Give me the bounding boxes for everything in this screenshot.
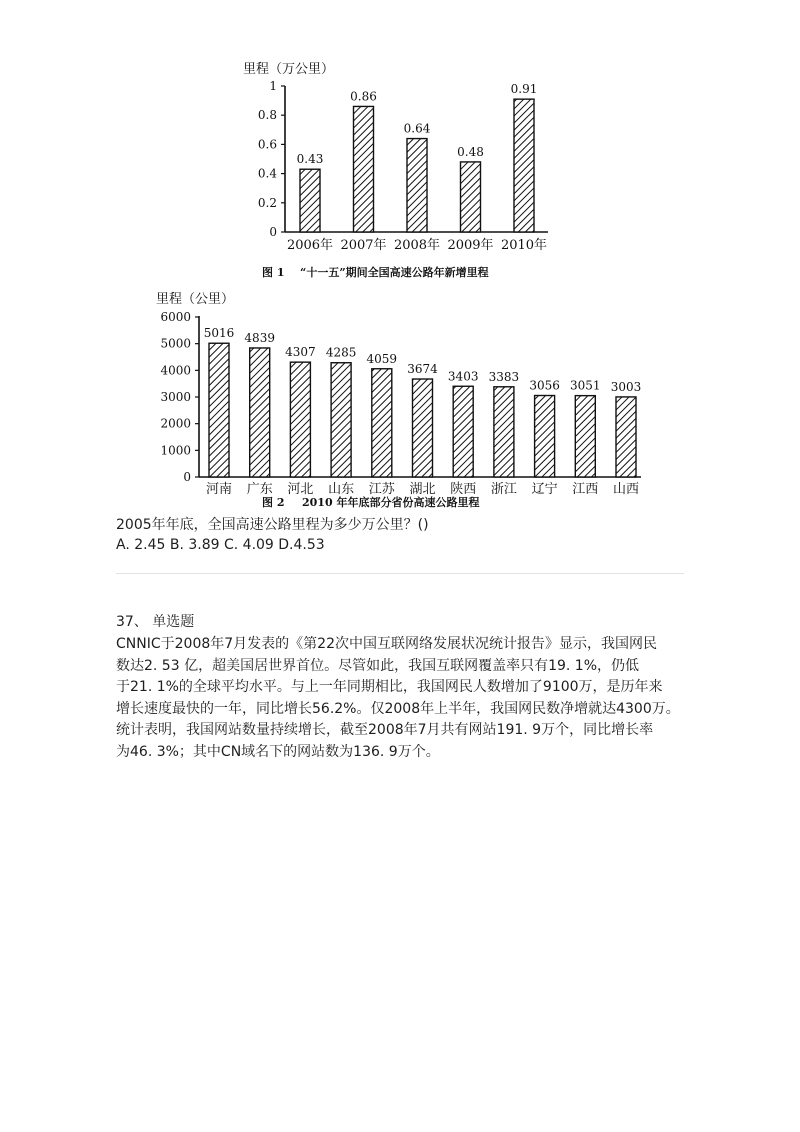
fig2-bar-河北: [290, 362, 310, 477]
fig2-ytick-label: 3000: [160, 390, 191, 404]
fig2-ytick-label: 6000: [160, 310, 191, 324]
fig1-value-label: 0.64: [403, 121, 431, 136]
passage-line: 统计表明，我国网站数量持续增长，截至2008年7月共有网站191. 9万个，同比增长率: [116, 722, 654, 738]
fig2-value-label: 3674: [407, 362, 438, 377]
passage-line: CNNIC于2008年7月发表的《第22次中国互联网络发展状况统计报告》显示，我国网民: [116, 636, 657, 652]
fig2-caption: 2010 年年底部分省份高速公路里程: [302, 496, 480, 509]
fig2-bar-江西: [575, 396, 595, 477]
fig1-bar-2008年: [407, 139, 427, 232]
question-36-stem: 2005年年底，全国高速公路里程为多少万公里？(): [116, 517, 429, 533]
fig1-bar-2009年: [461, 162, 481, 232]
fig2-bar-山东: [331, 363, 351, 477]
passage-line: 为46. 3%；其中CN域名下的网站数为136. 9万个。: [116, 743, 440, 760]
fig2-category-label: 辽宁: [531, 482, 558, 497]
fig2-bar-江苏: [372, 369, 392, 477]
fig2-category-label: 河南: [205, 482, 233, 497]
fig2-bar-辽宁: [535, 396, 555, 477]
fig1-ytick-label: 0.2: [257, 195, 277, 210]
fig1-caption: “十一五”期间全国高速公路年新增里程: [300, 266, 489, 279]
passage-line: 于21. 1%的全球平均水平。与上一年同期相比，我国网民人数增加了9100万，是历年来: [116, 679, 663, 695]
fig2-ytick-label: 1000: [160, 443, 191, 458]
fig1-ytick-label: 0.4: [257, 166, 277, 181]
fig1-value-label: 0.48: [457, 144, 484, 159]
fig2-category-label: 山西: [612, 482, 640, 497]
fig1-category-label: 2006年: [286, 238, 334, 253]
fig2-value-label: 4307: [285, 345, 316, 360]
fig2-ytick-label: 2000: [160, 416, 191, 431]
fig2-category-label: 湖北: [409, 482, 436, 497]
fig1-value-label: 0.91: [510, 82, 538, 97]
fig2-value-label: 3383: [488, 369, 520, 384]
fig2-ytick-label: 4000: [160, 363, 191, 378]
fig1-ytick-label: 0.8: [257, 108, 277, 123]
fig2-category-label: 河北: [287, 482, 314, 497]
fig2-bar-陕西: [453, 386, 473, 477]
question-37-passage: [116, 634, 696, 763]
fig2-value-label: 3003: [610, 379, 642, 394]
fig2-value-label: 3051: [570, 378, 601, 393]
fig1-bar-2006年: [300, 169, 320, 232]
fig1-bar-2007年: [354, 106, 374, 232]
fig1-ytick-label: 0: [269, 225, 277, 239]
fig1-category-label: 2010年: [500, 238, 548, 253]
fig2-ytick-label: 5000: [160, 336, 191, 351]
fig2-value-label: 3056: [529, 378, 560, 393]
section-divider: [116, 573, 684, 574]
fig2-bar-浙江: [494, 387, 514, 477]
fig2-category-label: 陕西: [450, 482, 477, 497]
fig2-value-label: 5016: [203, 326, 235, 341]
question-36-options: A. 2.45 B. 3.89 C. 4.09 D.4.53: [116, 537, 325, 553]
fig2-bar-山西: [616, 397, 636, 477]
fig2-value-label: 4059: [366, 351, 398, 366]
fig2-category-label: 江西: [572, 482, 599, 497]
fig2-category-label: 广东: [246, 482, 273, 497]
question-37-header: 37、 单选题: [116, 614, 195, 630]
fig1-category-label: 2008年: [393, 238, 441, 253]
fig2-value-label: 4839: [244, 330, 275, 345]
fig2-category-label: 山东: [328, 482, 355, 497]
fig2-bar-广东: [250, 348, 270, 477]
fig2-value-label: 3403: [447, 369, 479, 384]
fig1-value-label: 0.86: [350, 89, 377, 104]
figures-area: [0, 0, 800, 520]
passage-line: 数达2. 53 亿，超美国居世界首位。尽管如此，我国互联网覆盖率只有19. 1%，仍低: [116, 657, 639, 674]
fig2-ytick-label: 0: [183, 470, 191, 484]
fig1-category-label: 2007年: [340, 238, 387, 253]
fig1-ytick-label: 1: [269, 79, 277, 93]
fig2-caption-number: 图 2: [262, 496, 285, 509]
fig1-bar-2010年: [514, 99, 534, 232]
fig1-ytick-label: 0.6: [257, 137, 277, 152]
fig1-ylabel: 里程（万公里）: [243, 62, 335, 77]
fig2-bar-河南: [209, 343, 229, 477]
fig2-category-label: 江苏: [368, 482, 395, 497]
figure1-chart: [243, 62, 548, 279]
passage-line: 增长速度最快的一年，同比增长56.2%。仅2008年上半年，我国网民数净增就达4300万。: [116, 700, 680, 717]
fig1-caption-number: 图 1: [262, 266, 285, 279]
fig2-value-label: 4285: [325, 345, 357, 360]
fig1-value-label: 0.43: [296, 152, 324, 167]
fig1-category-label: 2009年: [447, 238, 494, 253]
fig2-category-label: 浙江: [490, 482, 517, 497]
fig2-bar-湖北: [413, 379, 433, 477]
figure2-chart: [156, 292, 641, 509]
fig2-ylabel: 里程（公里）: [156, 292, 235, 307]
